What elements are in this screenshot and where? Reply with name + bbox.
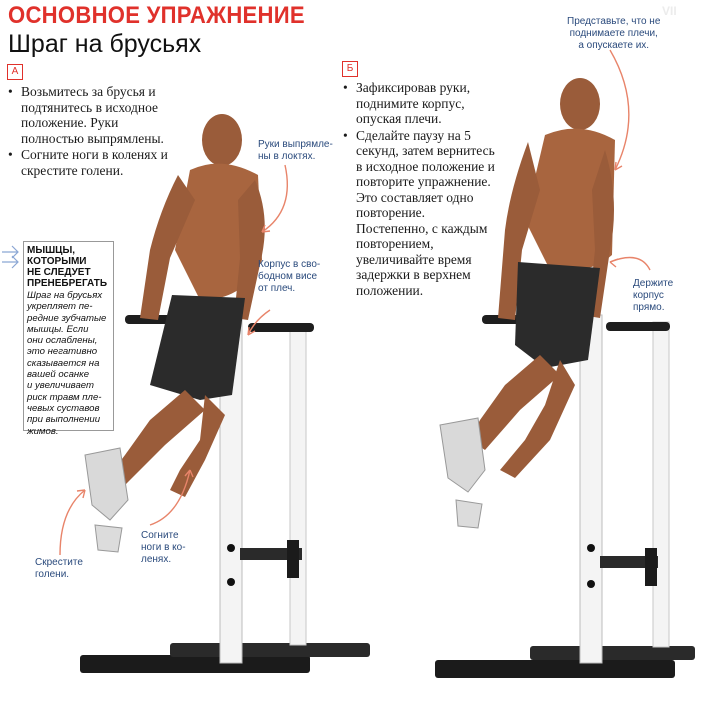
note-heading: МЫШЦЫ, КОТОРЫМИ НЕ СЛЕДУЕТ ПРЕНЕБРЕГАТЬ [27,245,108,289]
muscle-note-box [23,241,114,437]
note-body: Шраг на брусьях укрепляет пе- редние зубчатые мышцы. Если они ослаблены, это негативно сказывается на вашей осанке и увеличивает риск травм пле- чевых суставов при выполнении жимов. [27,290,107,437]
callout-body: Корпус в сво- бодном висе от плеч. [258,259,321,294]
callout-torso: Держите корпус прямо. [633,278,674,313]
panel-b-step: • Зафиксировав руки, поднимите корпус, опуская плечи. [343,80,495,127]
callout-shins: Скрестите голени. [35,557,83,580]
section-heading: ОСНОВНОЕ УПРАЖНЕНИЕ [8,2,305,29]
callout-knees: Согните ноги в ко- ленях. [141,530,186,565]
panel-a-tag: А [7,64,23,80]
panel-b-steps [343,80,495,299]
panel-b-tag: Б [342,61,358,77]
page-title: Шраг на брусьях [8,30,202,58]
panel-a-step: • Согните ноги в коленях и скрестите голени. [8,147,168,178]
panel-a-step: • Возьмитесь за брусья и подтянитесь в исходное положение. Руки полностью выпрямлены. [8,84,168,146]
note-marker-icon [2,246,18,268]
callout-arms: Руки выпрямле- ны в локтях. [258,139,333,162]
panel-a-steps [8,84,168,179]
panel-b-step: • Сделайте паузу на 5 секунд, затем вернитесь в исходное положение и повторите упражнение. Это составляет одно повторение. Постепенно, с каждым повторением, увеличивайте время задержки в верхнем положении. [343,128,495,299]
watermark: VII [662,4,677,18]
callout-shoulders: Представьте, что не поднимаете плечи, а опускаете их. [567,16,661,51]
